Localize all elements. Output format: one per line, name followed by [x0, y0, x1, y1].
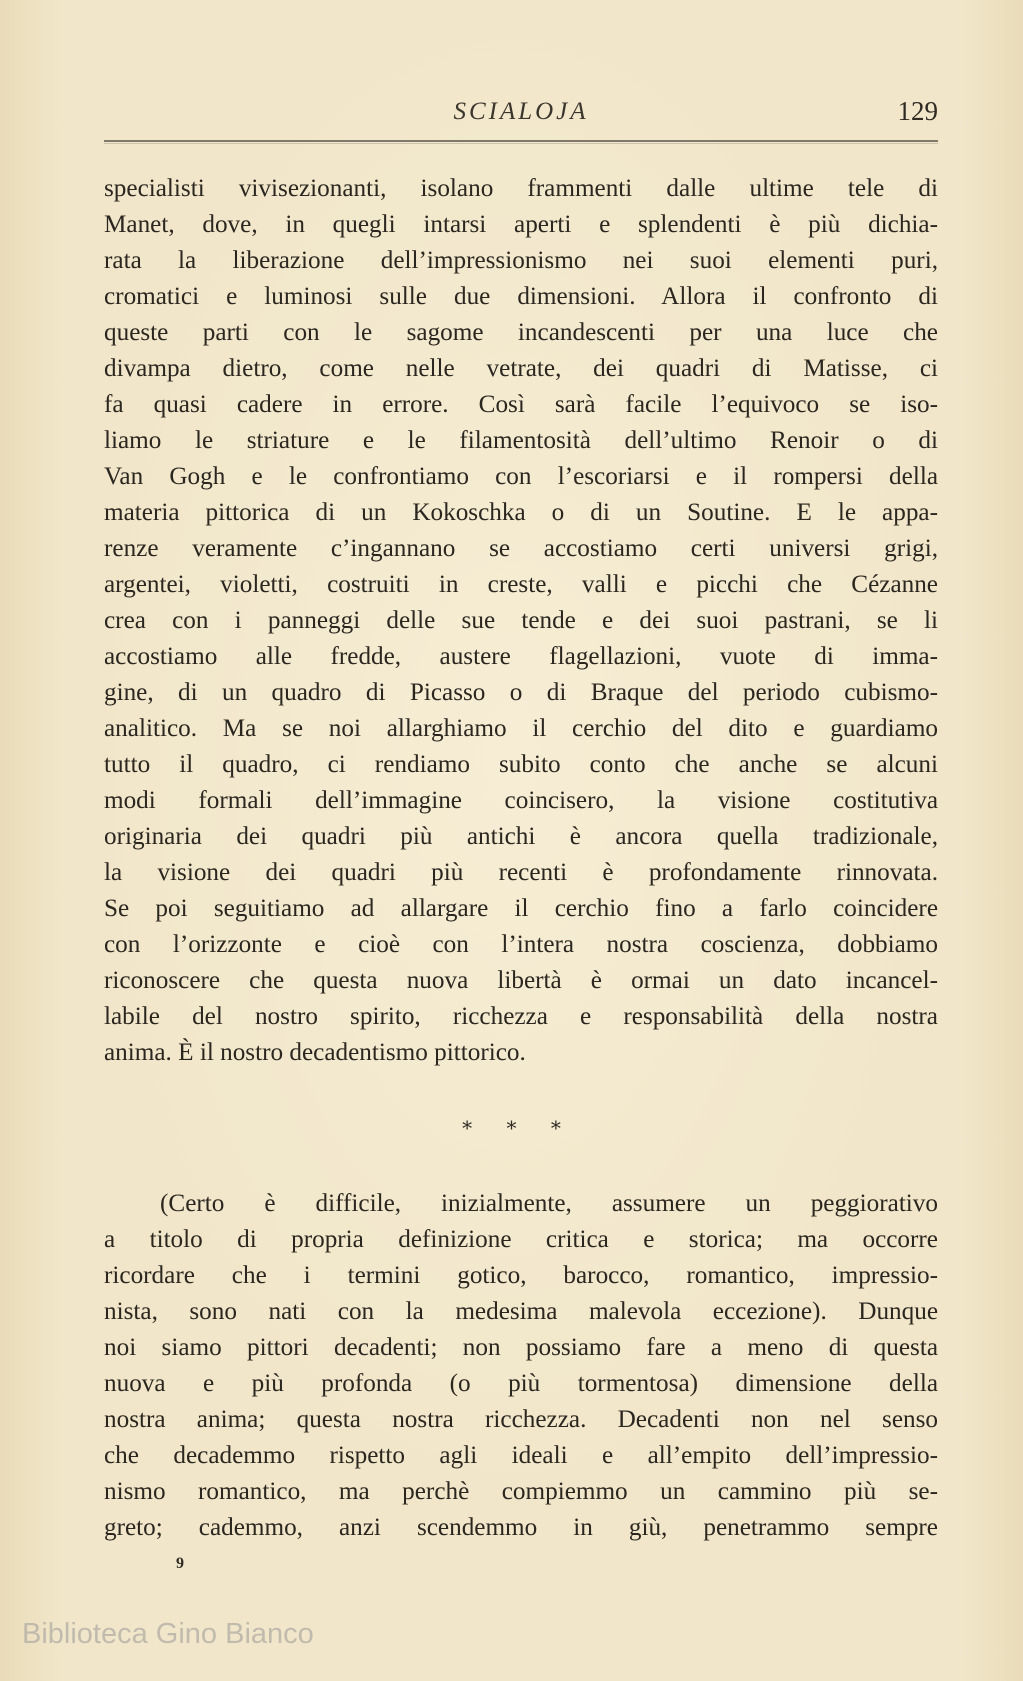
running-head: SCIALOJA [453, 98, 589, 125]
text-line: Se poi seguitiamo ad allargare il cerchio fino a farlo coincidere [104, 895, 938, 922]
header-rule [104, 140, 938, 142]
text-line: Van Gogh e le confrontiamo con l’escoriarsi e il rompersi della [104, 463, 938, 490]
text-line: labile del nostro spirito, ricchezza e responsabilità della nostra [104, 1003, 938, 1030]
text-line: accostiamo alle fredde, austere flagellazioni, vuote di imma- [104, 643, 938, 670]
text-line: riconoscere che questa nuova libertà è ormai un dato incancel- [104, 967, 938, 994]
text-line: modi formali dell’immagine coincisero, la visione costitutiva [104, 787, 938, 814]
text-line: (Certo è difficile, inizialmente, assumere un peggiorativo [160, 1190, 938, 1217]
text-line: divampa dietro, come nelle vetrate, dei quadri di Matisse, ci [104, 355, 938, 382]
text-line: queste parti con le sagome incandescenti per una luce che [104, 319, 938, 346]
page-number: 129 [897, 96, 938, 126]
page-header [104, 92, 938, 132]
text-line: nista, sono nati con la medesima malevola eccezione). Dunque [104, 1298, 938, 1325]
signature-mark: 9 [176, 1555, 184, 1572]
text-line: liamo le striature e le filamentosità dell’ultimo Renoir o di [104, 427, 938, 454]
section-separator: * * * [462, 1116, 575, 1140]
text-line: materia pittorica di un Kokoschka o di un Soutine. E le appa- [104, 499, 938, 526]
text-line: Manet, dove, in quegli intarsi aperti e splendenti è più dichia- [104, 211, 938, 238]
text-line: noi siamo pittori decadenti; non possiamo fare a meno di questa [104, 1334, 938, 1361]
paragraph-2 [104, 1186, 938, 1546]
text-line: che decademmo rispetto agli ideali e all’empito dell’impressio- [104, 1442, 938, 1469]
text-line: la visione dei quadri più recenti è profondamente rinnovata. [104, 859, 938, 886]
text-line: nostra anima; questa nostra ricchezza. Decadenti non nel senso [104, 1406, 938, 1433]
library-watermark: Biblioteca Gino Bianco [22, 1618, 314, 1650]
text-line: analitico. Ma se noi allarghiamo il cerchio del dito e guardiamo [104, 715, 938, 742]
text-line: argentei, violetti, costruiti in creste, valli e picchi che Cézanne [104, 571, 938, 598]
text-line: anima. È il nostro decadentismo pittorico. [104, 1039, 526, 1066]
header-rule-shadow [104, 143, 938, 144]
text-line: originaria dei quadri più antichi è ancora quella tradizionale, [104, 823, 938, 850]
text-line: cromatici e luminosi sulle due dimensioni. Allora il confronto di [104, 283, 938, 310]
text-line: nismo romantico, ma perchè compiemmo un cammino più se- [104, 1478, 938, 1505]
text-line: ricordare che i termini gotico, barocco, romantico, impressio- [104, 1262, 938, 1289]
text-line: nuova e più profonda (o più tormentosa) dimensione della [104, 1370, 938, 1397]
text-line: tutto il quadro, ci rendiamo subito conto che anche se alcuni [104, 751, 938, 778]
text-line: specialisti vivisezionanti, isolano frammenti dalle ultime tele di [104, 175, 938, 202]
text-line: rata la liberazione dell’impressionismo nei suoi elementi puri, [104, 247, 938, 274]
text-line: greto; cademmo, anzi scendemmo in giù, penetrammo sempre [104, 1514, 938, 1541]
paragraph-1 [104, 171, 938, 1071]
text-line: fa quasi cadere in errore. Così sarà facile l’equivoco se iso- [104, 391, 938, 418]
text-line: a titolo di propria definizione critica e storica; ma occorre [104, 1226, 938, 1253]
text-line: gine, di un quadro di Picasso o di Braque del periodo cubismo- [104, 679, 938, 706]
text-line: crea con i panneggi delle sue tende e dei suoi pastrani, se li [104, 607, 938, 634]
text-line: con l’orizzonte e cioè con l’intera nostra coscienza, dobbiamo [104, 931, 938, 958]
text-line: renze veramente c’ingannano se accostiamo certi universi grigi, [104, 535, 938, 562]
